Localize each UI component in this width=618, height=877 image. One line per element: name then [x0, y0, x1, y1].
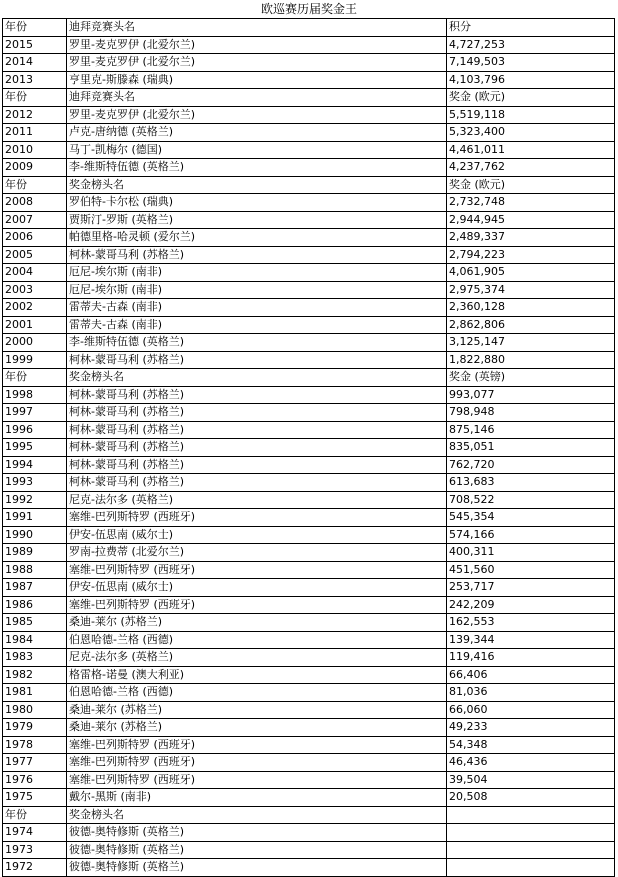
table-row — [3, 89, 615, 107]
cell-year: 2003 — [3, 281, 67, 299]
cell-name: 塞维-巴列斯特罗 (西班牙) — [67, 771, 447, 789]
cell-year: 2008 — [3, 194, 67, 212]
cell-value: 613,683 — [447, 474, 615, 492]
cell-name: 彼德-奥特修斯 (英格兰) — [67, 859, 447, 877]
cell-name: 贾斯汀-罗斯 (英格兰) — [67, 211, 447, 229]
cell-year: 1982 — [3, 666, 67, 684]
winners-table — [2, 18, 615, 877]
cell-year: 1977 — [3, 754, 67, 772]
cell-name: 罗里-麦克罗伊 (北爱尔兰) — [67, 54, 447, 72]
cell-year: 2009 — [3, 159, 67, 177]
cell-year: 1973 — [3, 841, 67, 859]
cell-name: 亨里克-斯滕森 (瑞典) — [67, 71, 447, 89]
table-row — [3, 754, 615, 772]
cell-name: 柯林-蒙哥马利 (苏格兰) — [67, 246, 447, 264]
cell-name: 桑迪-莱尔 (苏格兰) — [67, 614, 447, 632]
cell-name: 柯林-蒙哥马利 (苏格兰) — [67, 421, 447, 439]
cell-year: 1975 — [3, 789, 67, 807]
table-row — [3, 544, 615, 562]
cell-year: 1991 — [3, 509, 67, 527]
cell-year: 2007 — [3, 211, 67, 229]
table-row — [3, 229, 615, 247]
cell-name: 桑迪-莱尔 (苏格兰) — [67, 719, 447, 737]
cell-value: 20,508 — [447, 789, 615, 807]
cell-year: 1996 — [3, 421, 67, 439]
table-row — [3, 509, 615, 527]
cell-year: 1984 — [3, 631, 67, 649]
table-row — [3, 684, 615, 702]
table-row — [3, 841, 615, 859]
cell-year: 1997 — [3, 404, 67, 422]
table-row — [3, 194, 615, 212]
cell-value: 66,406 — [447, 666, 615, 684]
cell-year: 1983 — [3, 649, 67, 667]
cell-name: 塞维-巴列斯特罗 (西班牙) — [67, 736, 447, 754]
cell-value: 139,344 — [447, 631, 615, 649]
cell-value: 奖金 (英镑) — [447, 369, 615, 387]
cell-name: 塞维-巴列斯特罗 (西班牙) — [67, 561, 447, 579]
cell-year: 2000 — [3, 334, 67, 352]
cell-name: 柯林-蒙哥马利 (苏格兰) — [67, 456, 447, 474]
cell-year: 2011 — [3, 124, 67, 142]
table-row — [3, 614, 615, 632]
table-row — [3, 649, 615, 667]
table-row — [3, 316, 615, 334]
table-row — [3, 71, 615, 89]
cell-value: 66,060 — [447, 701, 615, 719]
table-row — [3, 264, 615, 282]
cell-name: 柯林-蒙哥马利 (苏格兰) — [67, 439, 447, 457]
cell-value: 7,149,503 — [447, 54, 615, 72]
table-row — [3, 106, 615, 124]
cell-name: 马丁-凯梅尔 (德国) — [67, 141, 447, 159]
table-row — [3, 806, 615, 824]
cell-year: 2010 — [3, 141, 67, 159]
table-row — [3, 351, 615, 369]
cell-value: 119,416 — [447, 649, 615, 667]
table-body — [3, 19, 615, 877]
cell-value — [447, 824, 615, 842]
table-row — [3, 474, 615, 492]
cell-value: 400,311 — [447, 544, 615, 562]
cell-year: 2012 — [3, 106, 67, 124]
cell-name: 罗里-麦克罗伊 (北爱尔兰) — [67, 106, 447, 124]
cell-value: 3,125,147 — [447, 334, 615, 352]
cell-value: 2,862,806 — [447, 316, 615, 334]
cell-value: 2,732,748 — [447, 194, 615, 212]
cell-value: 545,354 — [447, 509, 615, 527]
cell-year: 年份 — [3, 89, 67, 107]
cell-year: 1999 — [3, 351, 67, 369]
table-row — [3, 824, 615, 842]
cell-value: 81,036 — [447, 684, 615, 702]
header-name: 迪拜竞赛头名 — [67, 19, 447, 37]
table-row — [3, 54, 615, 72]
table-row — [3, 176, 615, 194]
cell-value: 4,061,905 — [447, 264, 615, 282]
cell-name: 柯林-蒙哥马利 (苏格兰) — [67, 386, 447, 404]
table-row — [3, 859, 615, 877]
cell-name: 李-维斯特伍德 (英格兰) — [67, 334, 447, 352]
cell-name: 帕德里格-哈灵顿 (爱尔兰) — [67, 229, 447, 247]
cell-value: 253,717 — [447, 579, 615, 597]
cell-value: 762,720 — [447, 456, 615, 474]
table-row — [3, 631, 615, 649]
cell-year: 2001 — [3, 316, 67, 334]
cell-value: 4,461,011 — [447, 141, 615, 159]
table-row — [3, 771, 615, 789]
cell-name: 奖金榜头名 — [67, 176, 447, 194]
table-row — [3, 299, 615, 317]
table-row — [3, 404, 615, 422]
cell-year: 1979 — [3, 719, 67, 737]
table-row — [3, 736, 615, 754]
table-row — [3, 666, 615, 684]
cell-name: 罗里-麦克罗伊 (北爱尔兰) — [67, 36, 447, 54]
cell-value: 242,209 — [447, 596, 615, 614]
table-row — [3, 456, 615, 474]
table-row — [3, 124, 615, 142]
cell-year: 1995 — [3, 439, 67, 457]
cell-value — [447, 841, 615, 859]
cell-year: 1978 — [3, 736, 67, 754]
cell-value: 451,560 — [447, 561, 615, 579]
cell-year: 1989 — [3, 544, 67, 562]
cell-value: 1,822,880 — [447, 351, 615, 369]
cell-value: 835,051 — [447, 439, 615, 457]
table-row — [3, 334, 615, 352]
cell-year: 1985 — [3, 614, 67, 632]
cell-year: 2014 — [3, 54, 67, 72]
cell-name: 伯恩哈德-兰格 (西德) — [67, 684, 447, 702]
cell-name: 彼德-奥特修斯 (英格兰) — [67, 824, 447, 842]
cell-name: 厄尼-埃尔斯 (南非) — [67, 281, 447, 299]
cell-name: 塞维-巴列斯特罗 (西班牙) — [67, 754, 447, 772]
cell-name: 桑迪-莱尔 (苏格兰) — [67, 701, 447, 719]
table-row — [3, 386, 615, 404]
table-row — [3, 141, 615, 159]
cell-value: 49,233 — [447, 719, 615, 737]
cell-name: 塞维-巴列斯特罗 (西班牙) — [67, 596, 447, 614]
header-value: 积分 — [447, 19, 615, 37]
cell-value: 5,323,400 — [447, 124, 615, 142]
cell-value: 993,077 — [447, 386, 615, 404]
cell-value: 奖金 (欧元) — [447, 176, 615, 194]
table-row — [3, 246, 615, 264]
cell-year: 年份 — [3, 176, 67, 194]
table-row — [3, 596, 615, 614]
cell-name: 伯恩哈德-兰格 (西德) — [67, 631, 447, 649]
cell-name: 奖金榜头名 — [67, 806, 447, 824]
table-row — [3, 421, 615, 439]
table-row — [3, 701, 615, 719]
cell-name: 雷蒂夫-古森 (南非) — [67, 316, 447, 334]
cell-name: 奖金榜头名 — [67, 369, 447, 387]
cell-name: 塞维-巴列斯特罗 (西班牙) — [67, 509, 447, 527]
cell-name: 迪拜竞赛头名 — [67, 89, 447, 107]
cell-year: 1980 — [3, 701, 67, 719]
cell-value: 875,146 — [447, 421, 615, 439]
cell-value: 2,975,374 — [447, 281, 615, 299]
cell-name: 厄尼-埃尔斯 (南非) — [67, 264, 447, 282]
cell-year: 1990 — [3, 526, 67, 544]
table-row — [3, 369, 615, 387]
cell-value: 162,553 — [447, 614, 615, 632]
cell-value: 798,948 — [447, 404, 615, 422]
cell-year: 1987 — [3, 579, 67, 597]
cell-value: 39,504 — [447, 771, 615, 789]
cell-name: 柯林-蒙哥马利 (苏格兰) — [67, 474, 447, 492]
cell-year: 1986 — [3, 596, 67, 614]
table-row — [3, 36, 615, 54]
table-row — [3, 159, 615, 177]
table-row — [3, 789, 615, 807]
cell-year: 1976 — [3, 771, 67, 789]
cell-name: 伊安-伍思南 (威尔士) — [67, 579, 447, 597]
cell-year: 1988 — [3, 561, 67, 579]
cell-value: 2,794,223 — [447, 246, 615, 264]
cell-value: 2,944,945 — [447, 211, 615, 229]
cell-value: 2,489,337 — [447, 229, 615, 247]
cell-value: 奖金 (欧元) — [447, 89, 615, 107]
cell-year: 1992 — [3, 491, 67, 509]
cell-name: 格雷格-诺曼 (澳大利亚) — [67, 666, 447, 684]
cell-name: 罗南-拉费蒂 (北爱尔兰) — [67, 544, 447, 562]
cell-year: 年份 — [3, 369, 67, 387]
cell-year: 1998 — [3, 386, 67, 404]
cell-name: 尼克-法尔多 (英格兰) — [67, 649, 447, 667]
cell-name: 卢克-唐纳德 (英格兰) — [67, 124, 447, 142]
cell-value: 4,237,762 — [447, 159, 615, 177]
cell-year: 年份 — [3, 806, 67, 824]
cell-value — [447, 806, 615, 824]
cell-value — [447, 859, 615, 877]
cell-value: 46,436 — [447, 754, 615, 772]
cell-value: 54,348 — [447, 736, 615, 754]
cell-name: 李-维斯特伍德 (英格兰) — [67, 159, 447, 177]
cell-year: 2013 — [3, 71, 67, 89]
cell-value: 4,727,253 — [447, 36, 615, 54]
header-year: 年份 — [3, 19, 67, 37]
cell-year: 2004 — [3, 264, 67, 282]
table-row — [3, 281, 615, 299]
table-row — [3, 526, 615, 544]
cell-name: 雷蒂夫-古森 (南非) — [67, 299, 447, 317]
cell-value: 2,360,128 — [447, 299, 615, 317]
cell-name: 伊安-伍思南 (威尔士) — [67, 526, 447, 544]
cell-name: 罗伯特-卡尔松 (瑞典) — [67, 194, 447, 212]
cell-name: 彼德-奥特修斯 (英格兰) — [67, 841, 447, 859]
cell-year: 1974 — [3, 824, 67, 842]
cell-year: 1993 — [3, 474, 67, 492]
cell-year: 1994 — [3, 456, 67, 474]
cell-year: 2005 — [3, 246, 67, 264]
cell-year: 2006 — [3, 229, 67, 247]
cell-value: 708,522 — [447, 491, 615, 509]
table-row — [3, 491, 615, 509]
cell-value: 574,166 — [447, 526, 615, 544]
cell-name: 柯林-蒙哥马利 (苏格兰) — [67, 404, 447, 422]
table-row — [3, 439, 615, 457]
cell-name: 尼克-法尔多 (英格兰) — [67, 491, 447, 509]
table-row — [3, 719, 615, 737]
table-row — [3, 579, 615, 597]
cell-year: 1981 — [3, 684, 67, 702]
cell-year: 1972 — [3, 859, 67, 877]
table-row — [3, 561, 615, 579]
cell-value: 5,519,118 — [447, 106, 615, 124]
cell-value: 4,103,796 — [447, 71, 615, 89]
table-title: 欧巡赛历届奖金王 — [260, 2, 357, 16]
cell-name: 戴尔-黑斯 (南非) — [67, 789, 447, 807]
table-row — [3, 211, 615, 229]
cell-year: 2002 — [3, 299, 67, 317]
table-header-row — [3, 19, 615, 37]
cell-name: 柯林-蒙哥马利 (苏格兰) — [67, 351, 447, 369]
cell-year: 2015 — [3, 36, 67, 54]
